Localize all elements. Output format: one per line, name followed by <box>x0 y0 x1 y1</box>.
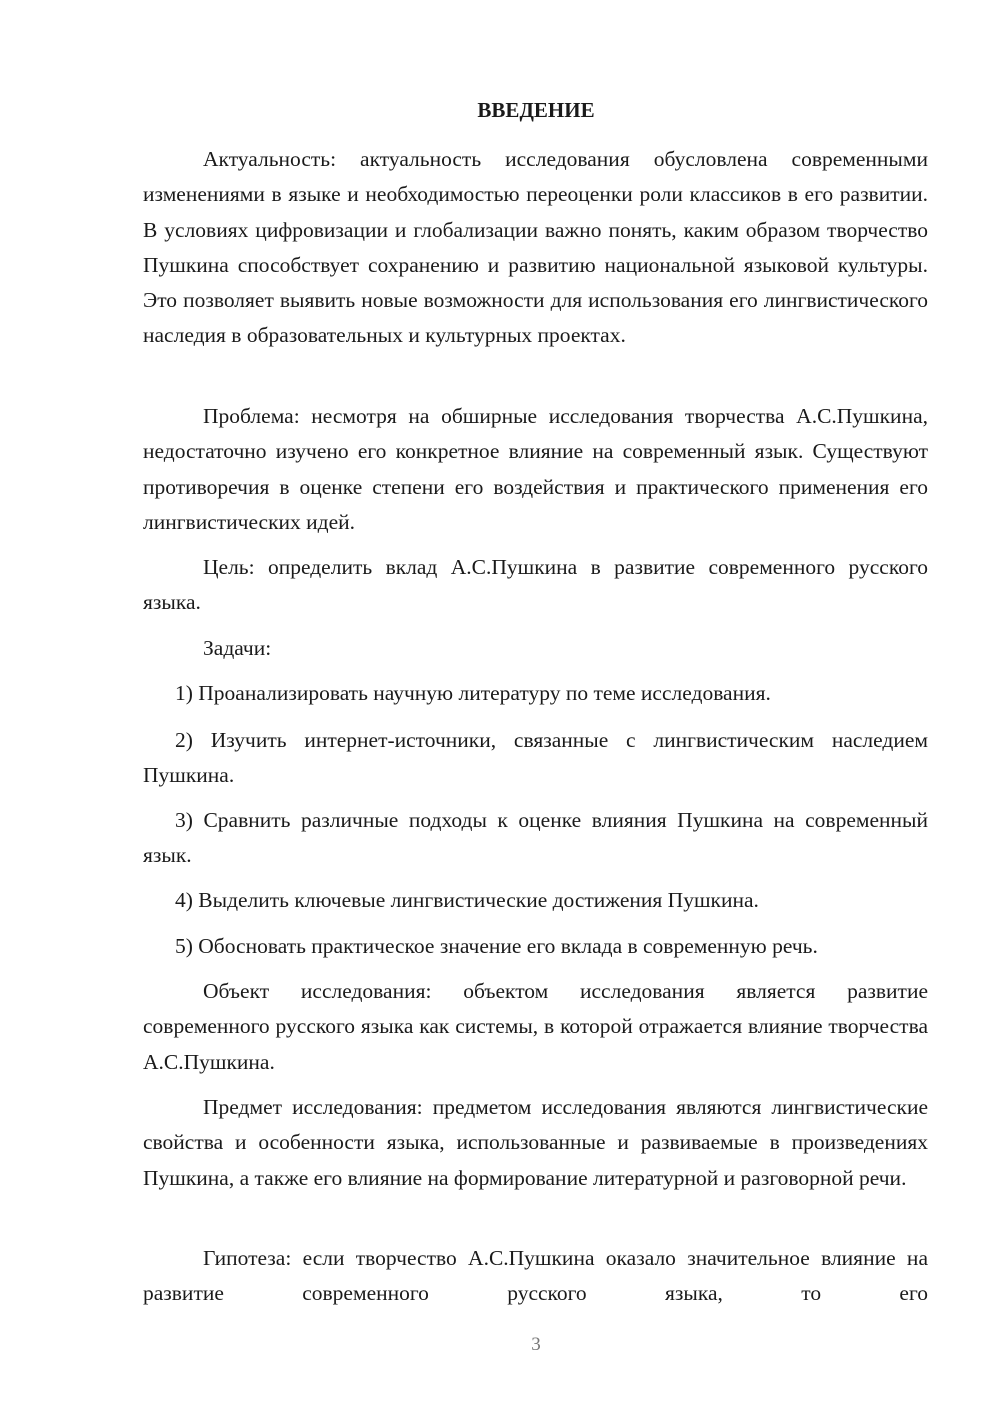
paragraph-hypothesis: Гипотеза: если творчество А.С.Пушкина оказало значительное влияние на развитие современного русского языка, то его <box>143 1246 928 1306</box>
paragraph-subject: Предмет исследования: предметом исследования являются лингвистические свойства и особенности языка, использованные и развиваемые в произведениях Пушкина, а также его влияние на формирование литературной и разговорной речи. <box>143 1095 928 1190</box>
paragraph-relevance: Актуальность: актуальность исследования обусловлена современными изменениями в языке и необходимостью переоценки роли классиков в его развитии. В условиях цифровизации и глобализации важно понять, каким образом творчество Пушкина способствует сохранению и развитию национальной языковой культуры. Это позволяет выявить новые возможности для использования его лингвистического наследия в образовательных и культурных проектах. <box>143 147 928 348</box>
task-item-5: 5) Обосновать практическое значение его вклада в современную речь. <box>175 934 818 958</box>
page-title: ВВЕДЕНИЕ <box>477 98 595 122</box>
paragraph-problem: Проблема: несмотря на обширные исследования творчества А.С.Пушкина, недостаточно изучено его конкретное влияние на современный язык. Существуют противоречия в оценке степени его воздействия и практического применения его лингвистических идей. <box>143 404 928 534</box>
task-item-1: 1) Проанализировать научную литературу по теме исследования. <box>175 681 771 705</box>
paragraph-tasks-heading: Задачи: <box>203 636 272 660</box>
paragraph-goal: Цель: определить вклад А.С.Пушкина в развитие современного русского языка. <box>143 555 928 615</box>
task-item-3: 3) Сравнить различные подходы к оценке влияния Пушкина на современный язык. <box>143 808 928 868</box>
task-item-4: 4) Выделить ключевые лингвистические достижения Пушкина. <box>175 888 759 912</box>
paragraph-object: Объект исследования: объектом исследования является развитие современного русского языка как системы, в которой отражается влияние творчества А.С.Пушкина. <box>143 979 928 1074</box>
page-number: 3 <box>531 1334 541 1355</box>
task-item-2: 2) Изучить интернет-источники, связанные с лингвистическим наследием Пушкина. <box>143 728 928 788</box>
